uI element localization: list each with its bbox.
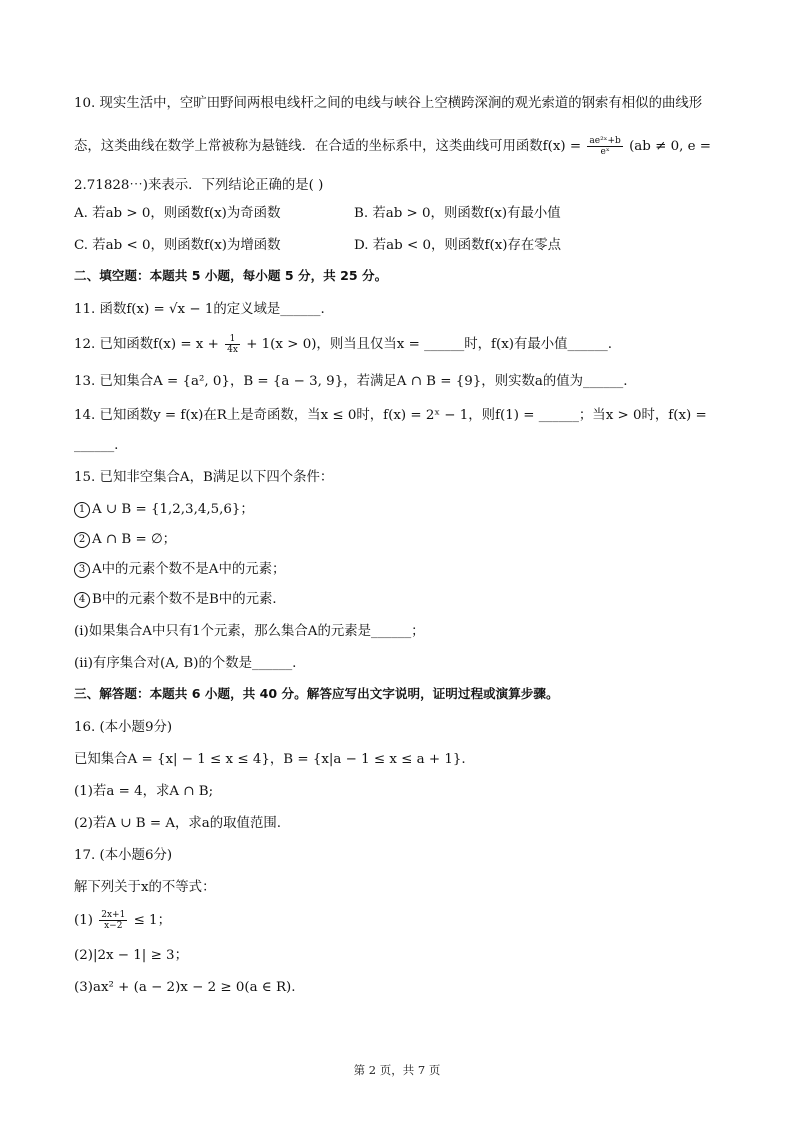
q14-line2: ______. xyxy=(74,438,119,453)
q10-option-c: C. 若ab < 0，则函数f(x)为增函数 xyxy=(74,238,281,253)
q16-heading: 16. (本小题9分) xyxy=(74,720,173,735)
q10-line2 xyxy=(74,136,711,157)
q17-stem: 解下列关于x的不等式： xyxy=(74,880,216,895)
q12-fraction xyxy=(225,334,240,355)
q14-line1: 14. 已知函数y = f(x)在R上是奇函数，当x ≤ 0时，f(x) = 2ˣ − 1，则f(1) = ______；当x > 0时，f(x) = xyxy=(74,408,707,423)
q16-part2: (2)若A ∪ B = A，求a的取值范围. xyxy=(74,816,281,831)
q10-frac-num: ae²ˣ+b xyxy=(589,136,621,146)
q15-condition-4 xyxy=(74,590,286,610)
q17-part3: (3)ax² + (a − 2)x − 2 ≥ 0(a ∈ R). xyxy=(74,980,296,995)
q12-frac-den: 4x xyxy=(227,345,238,355)
q17-p1-rest: ≤ 1； xyxy=(133,913,171,928)
circled-number-icon: 1 xyxy=(74,502,90,518)
q17-frac-den: x−2 xyxy=(104,921,123,931)
q15-stem: 15. 已知非空集合A，B满足以下四个条件： xyxy=(74,470,334,485)
page-footer: 第 2 页，共 7 页 xyxy=(353,1063,441,1077)
section-solution-heading: 三、解答题：本题共 6 小题，共 40 分。解答应写出文字说明，证明过程或演算步骤。 xyxy=(74,686,559,701)
q17-fraction xyxy=(99,910,127,931)
circled-number-icon: 4 xyxy=(74,592,90,608)
section-fill-in-heading: 二、填空题：本题共 5 小题，每小题 5 分，共 25 分。 xyxy=(74,268,388,283)
q12-start: 12. 已知函数f(x) = x + xyxy=(74,337,219,352)
q16-part1: (1)若a = 4，求A ∩ B; xyxy=(74,784,214,799)
circled-number-icon: 2 xyxy=(74,532,90,548)
q10-line2-end: (ab ≠ 0, e = xyxy=(629,139,712,154)
q15-part-i: (i)如果集合A中只有1个元素，那么集合A的元素是______； xyxy=(74,624,425,639)
q10-line1: 10. 现实生活中，空旷田野间两根电线杆之间的电线与峡谷上空横跨深涧的观光索道的钢索有相似的曲线形 xyxy=(74,96,703,111)
q15-c1-text: A ∪ B = {1,2,3,4,5,6}； xyxy=(92,502,254,517)
q12 xyxy=(74,334,612,355)
q10-option-a: A. 若ab > 0，则函数f(x)为奇函数 xyxy=(74,206,281,221)
q17-part2: (2)|2x − 1| ≥ 3； xyxy=(74,948,188,963)
q15-c2-text: A ∩ B = ∅； xyxy=(92,532,177,547)
q17-p1-label: (1) xyxy=(74,913,93,928)
q15-condition-3 xyxy=(74,560,285,580)
q12-frac-num: 1 xyxy=(225,334,240,345)
q12-end: + 1(x > 0)，则当且仅当x = ______时，f(x)有最小值______. xyxy=(246,337,612,352)
circled-number-icon: 3 xyxy=(74,562,90,578)
q15-condition-1 xyxy=(74,500,254,520)
q15-c4-text: B中的元素个数不是B中的元素． xyxy=(92,592,286,607)
q15-condition-2 xyxy=(74,530,176,550)
q17-frac-num: 2x+1 xyxy=(101,910,126,920)
q13: 13. 已知集合A = {a², 0}，B = {a − 3, 9}，若满足A ∩ B = {9}，则实数a的值为______. xyxy=(74,374,628,389)
q16-stem: 已知集合A = {x| − 1 ≤ x ≤ 4}，B = {x|a − 1 ≤ x ≤ a + 1}. xyxy=(74,752,466,767)
q10-option-b: B. 若ab > 0，则函数f(x)有最小值 xyxy=(354,206,561,221)
q15-c3-text: A中的元素个数不是A中的元素； xyxy=(92,562,286,577)
q10-frac-den: eˣ xyxy=(600,147,610,157)
q17-part1 xyxy=(74,910,171,931)
q10-fraction xyxy=(587,136,622,157)
q10-option-d: D. 若ab < 0，则函数f(x)存在零点 xyxy=(354,238,562,253)
q17-heading: 17. (本小题6分) xyxy=(74,848,173,863)
q10-line3: 2.71828⋯)来表示．下列结论正确的是( ) xyxy=(74,178,324,193)
q15-part-ii: (ii)有序集合对(A, B)的个数是______. xyxy=(74,656,297,671)
q10-line2-start: 态，这类曲线在数学上常被称为悬链线．在合适的坐标系中，这类曲线可用函数f(x) = xyxy=(74,139,582,154)
q11: 11. 函数f(x) = √x − 1的定义域是______. xyxy=(74,302,325,317)
